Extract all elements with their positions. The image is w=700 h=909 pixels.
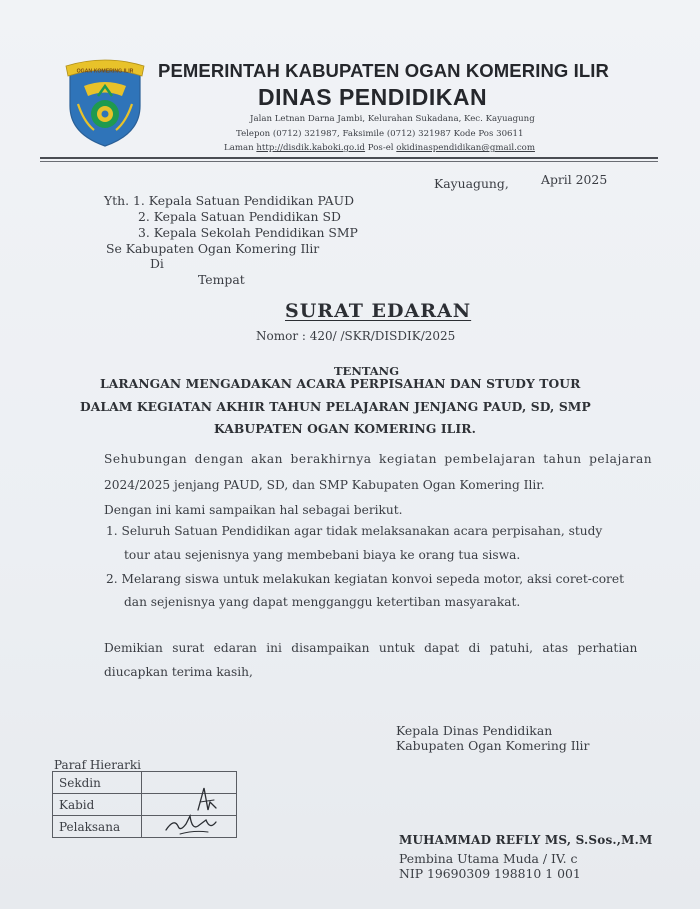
closing-line-1: Demikian surat edaran ini disampaikan untuk dapat di patuhi, atas perhatian xyxy=(104,641,638,655)
header-rule-thin xyxy=(40,161,658,162)
recipient-line-2: 2. Kepala Satuan Pendidikan SD xyxy=(138,209,341,224)
paraf-label: Sekdin xyxy=(53,772,142,794)
list-item-2a: 2. Melarang siswa untuk melakukan kegiatan konvoi sepeda motor, aksi coret-coret xyxy=(106,572,624,586)
document-title: SURAT EDARAN xyxy=(285,300,472,322)
recipient-line-3: 3. Kepala Sekolah Pendidikan SMP xyxy=(138,225,358,240)
document-number: Nomor : 420/ /SKR/DISDIK/2025 xyxy=(256,329,456,343)
web-label: Laman xyxy=(224,143,254,153)
paraf-label: Pelaksana xyxy=(53,816,142,838)
list-item-1b: tour atau sejenisnya yang membebani biaya ke orang tua siswa. xyxy=(124,548,521,562)
paraf-title: Paraf Hierarki xyxy=(54,758,141,772)
body-paragraph-1b: 2024/2025 jenjang PAUD, SD, dan SMP Kabupaten Ogan Komering Ilir. xyxy=(104,478,545,492)
recipient-region: Se Kabupaten Ogan Komering Ilir xyxy=(106,241,320,256)
date-city: Kayuagung, xyxy=(434,176,509,191)
closing-line-2: diucapkan terima kasih, xyxy=(104,665,253,679)
logo-banner-text: OGAN KOMERING ILIR xyxy=(76,68,134,75)
recipient-di: Di xyxy=(150,256,164,271)
recipient-tempat: Tempat xyxy=(198,272,245,287)
website-link[interactable]: http://disdik.kaboki.go.id xyxy=(256,143,366,153)
initials-signature-icon xyxy=(150,780,240,840)
email-link[interactable]: okidinaspendidikan@gmail.com xyxy=(396,143,535,153)
paraf-label: Kabid xyxy=(53,794,142,816)
list-item-2b: dan sejenisnya yang dapat mengganggu ketertiban masyarakat. xyxy=(124,595,521,609)
header-phone: Telepon (0712) 321987, Faksimile (0712) 321987 Kode Pos 30611 xyxy=(236,129,524,139)
body-paragraph-1a: Sehubungan dengan akan berakhirnya kegiatan pembelajaran tahun pelajaran xyxy=(104,452,653,466)
subject-line-2: DALAM KEGIATAN AKHIR TAHUN PELAJARAN JENJANG PAUD, SD, SMP xyxy=(80,399,591,414)
subject-line-1: LARANGAN MENGADAKAN ACARA PERPISAHAN DAN STUDY TOUR xyxy=(100,376,581,391)
date-value: April 2025 xyxy=(541,172,608,187)
header-rule-thick xyxy=(40,157,658,159)
header-government-name: PEMERINTAH KABUPATEN OGAN KOMERING ILIR xyxy=(158,60,609,81)
header-contact xyxy=(224,143,535,153)
subject-line-3: KABUPATEN OGAN KOMERING ILIR. xyxy=(214,421,476,436)
signatory-title-2: Kabupaten Ogan Komering Ilir xyxy=(396,738,590,753)
regency-logo-icon xyxy=(64,56,146,148)
body-paragraph-2: Dengan ini kami sampaikan hal sebagai berikut. xyxy=(104,503,403,517)
header-agency-name: DINAS PENDIDIKAN xyxy=(258,84,488,110)
header-address: Jalan Letnan Darna Jambi, Kelurahan Sukadana, Kec. Kayuagung xyxy=(250,114,535,124)
recipient-line-1: Yth. 1. Kepala Satuan Pendidikan PAUD xyxy=(104,193,355,208)
signatory-nip: NIP 19690309 198810 1 001 xyxy=(399,866,581,881)
email-label: Pos-el xyxy=(367,143,394,153)
signatory-rank: Pembina Utama Muda / IV. c xyxy=(399,851,578,866)
list-item-1a: 1. Seluruh Satuan Pendidikan agar tidak melaksanakan acara perpisahan, study xyxy=(106,524,603,538)
signatory-title-1: Kepala Dinas Pendidikan xyxy=(396,723,553,738)
subject-heading: TENTANG xyxy=(334,364,400,378)
signatory-name: MUHAMMAD REFLY MS, S.Sos.,M.M xyxy=(399,833,653,847)
